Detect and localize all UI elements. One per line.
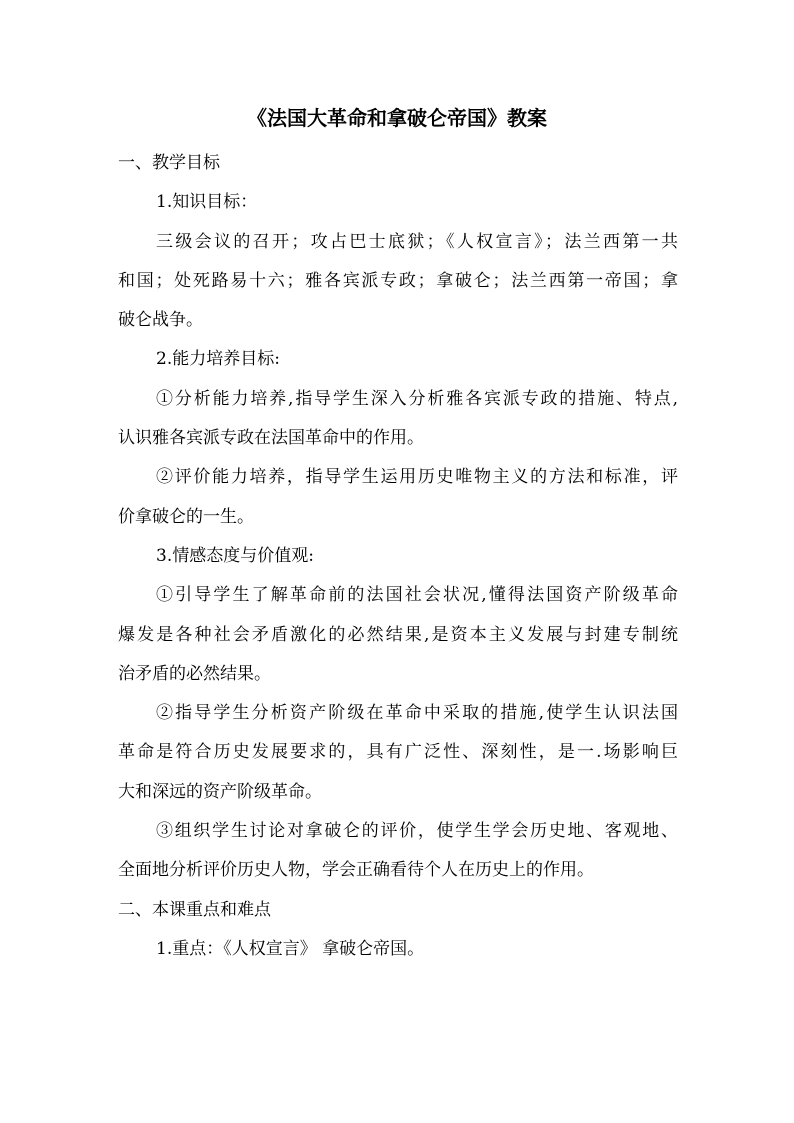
paragraph-line: 大和深远的资产阶级革命。 (118, 781, 322, 802)
paragraph-line: 爆发是各种社会矛盾激化的必然结果,是资本主义发展与封建专制统 (118, 624, 678, 645)
paragraph-line: 和国；处死路易十六；雅各宾派专政；拿破仑；法兰西第一帝国；拿 (118, 270, 678, 291)
document-title: 《法国大革命和拿破仑帝国》教案 (247, 106, 547, 130)
paragraph-line: 破仑战争。 (118, 310, 203, 331)
paragraph-line: ②指导学生分析资产阶级在革命中采取的措施,使学生认识法国 (156, 703, 678, 724)
paragraph-line: ②评价能力培养，指导学生运用历史唯物主义的方法和标准，评 (156, 467, 678, 488)
paragraph-line: ①分析能力培养,指导学生深入分析雅各宾派专政的措施、特点, (156, 388, 678, 409)
paragraph-line: ③组织学生讨论对拿破仑的评价，使学生学会历史地、客观地、 (156, 821, 678, 842)
paragraph-line: 三级会议的召开；攻占巴士底狱；《人权宣言》；法兰西第一共 (156, 231, 678, 252)
subheading-attitude-values: 3.情感态度与价值观: (156, 545, 314, 566)
document-body (118, 144, 678, 969)
paragraph-line: 价拿破仑的一生。 (118, 506, 254, 527)
paragraph-line: 革命是符合历史发展要求的，具有广泛性、深刻性，是一.场影响巨 (118, 742, 678, 763)
subheading-ability-goals: 2.能力培养目标: (156, 349, 280, 370)
paragraph-line: ①引导学生了解革命前的法国社会状况,懂得法国资产阶级革命 (156, 585, 678, 606)
subheading-key-point: 1.重点：《人权宣言》 拿破仑帝国。 (156, 938, 425, 959)
section-heading-objectives: 一、教学目标 (118, 153, 220, 173)
paragraph-line: 全面地分析评价历史人物，学会正确看待个人在历史上的作用。 (118, 860, 594, 881)
paragraph-line: 认识雅各宾派专政在法国革命中的作用。 (118, 428, 424, 449)
section-heading-key-points: 二、本课重点和难点 (118, 899, 271, 920)
paragraph-line: 治矛盾的必然结果。 (118, 663, 271, 684)
subheading-knowledge-goals: 1.知识目标： (156, 192, 258, 213)
